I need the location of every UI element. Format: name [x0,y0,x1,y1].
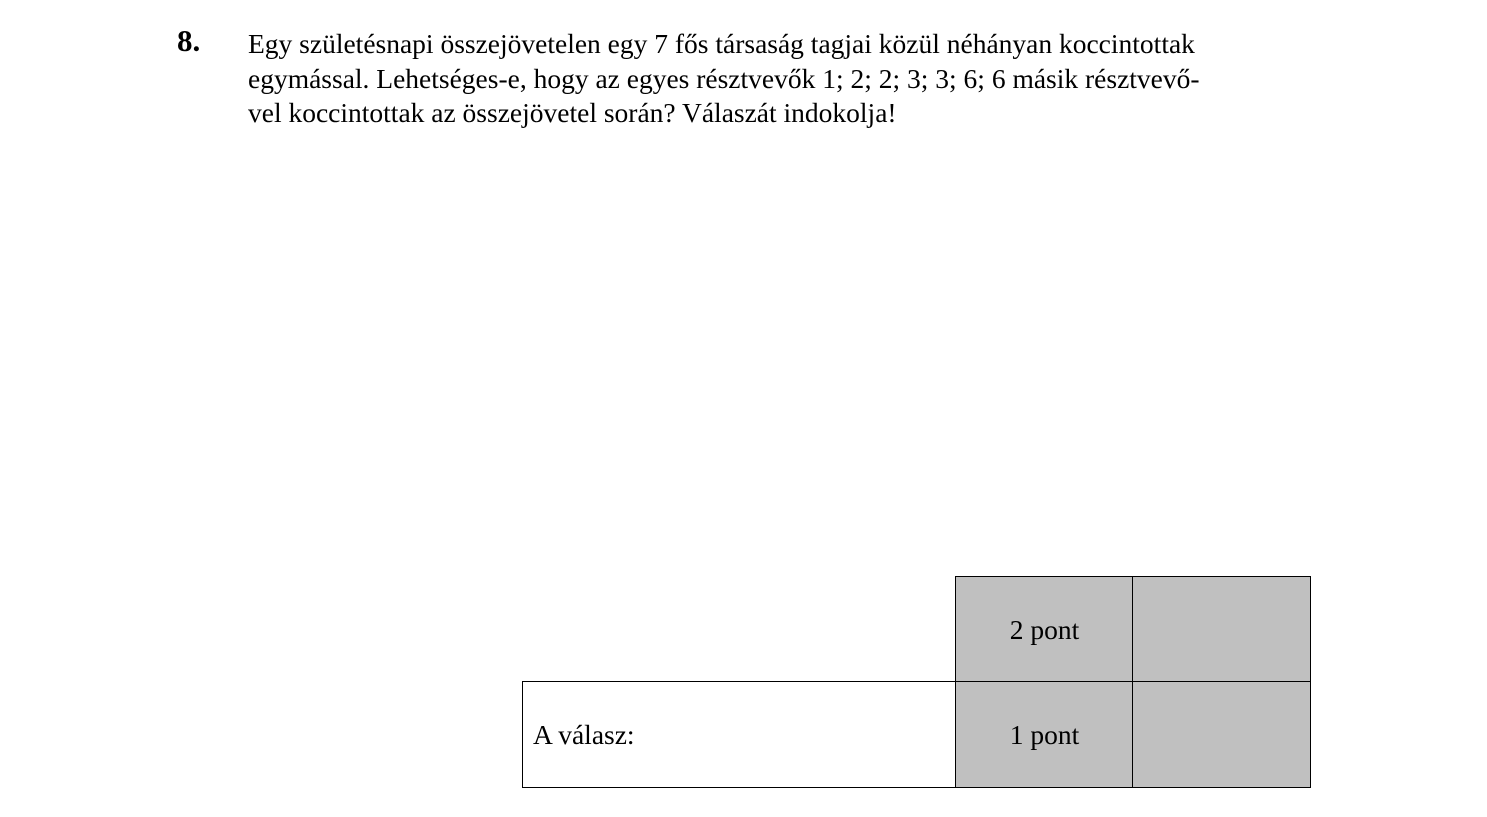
score-cell-row-1[interactable] [1132,576,1311,683]
problem-number: 8. [177,23,201,58]
problem-line-1: Egy születésnapi összejövetelen egy 7 fős társaság tagjai közül néhányan koccintottak [248,28,1195,59]
problem-line-3: vel koccintottak az összejövetel során? Válaszát indokolja! [248,97,897,128]
problem-line-2: egymással. Lehetséges-e, hogy az egyes résztvevők 1; 2; 2; 3; 3; 6; 6 másik résztvevő- [248,62,1200,94]
answer-cell[interactable] [522,681,957,788]
points-cell-row-2 [955,681,1134,788]
points-cell-row-1 [955,576,1134,683]
score-cell-row-2[interactable] [1132,681,1311,788]
points-label-row-1: 2 pont [1009,614,1080,645]
problem-statement [248,27,1328,131]
points-label-row-2: 1 pont [1009,719,1080,750]
answer-label: A válasz: [533,719,635,750]
